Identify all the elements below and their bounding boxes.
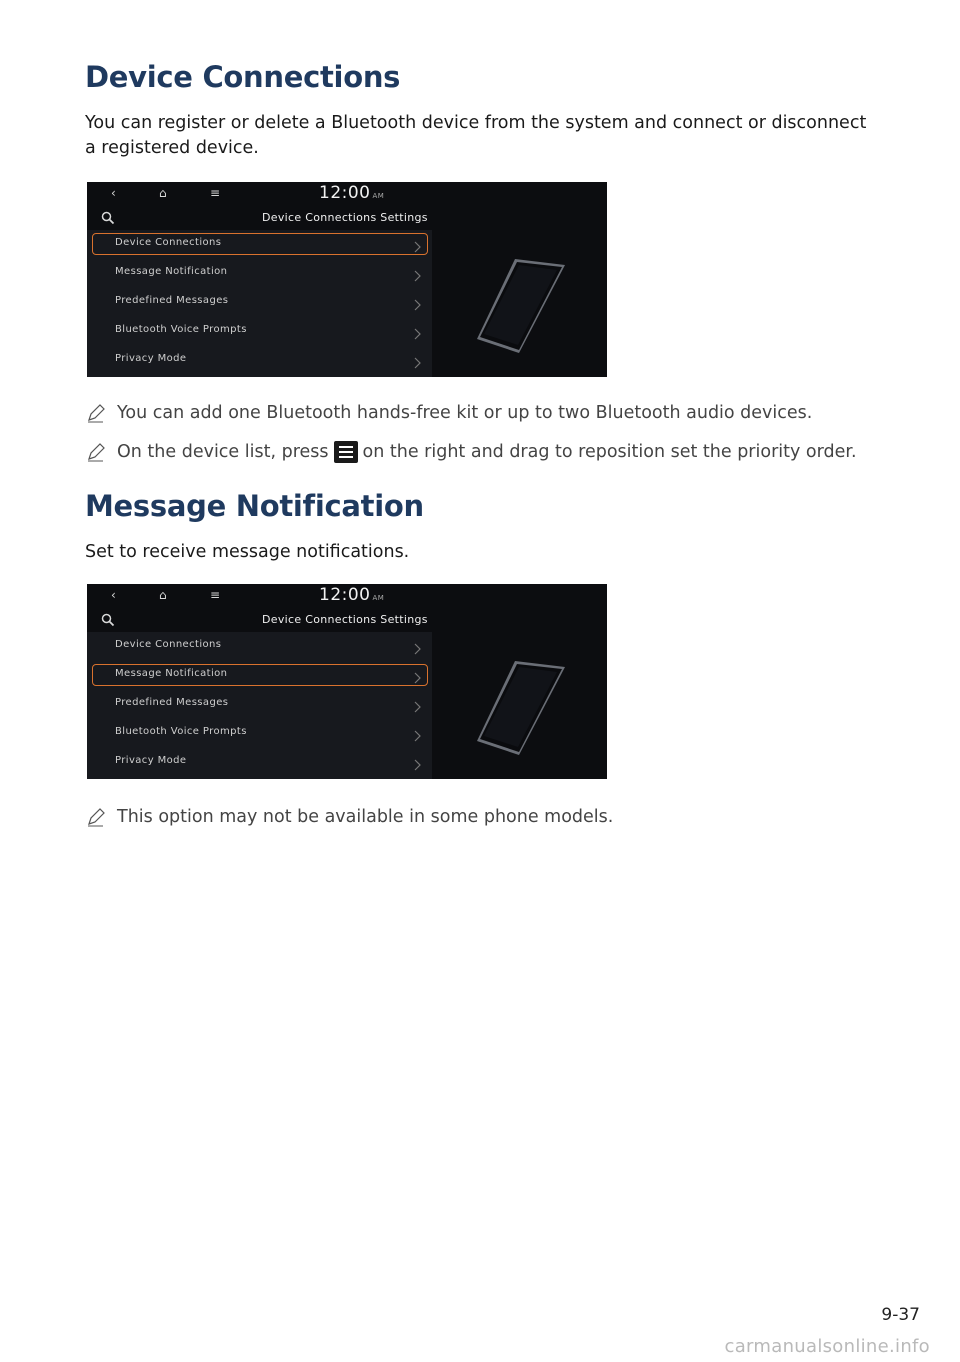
home-icon[interactable]: ⌂ — [159, 186, 167, 200]
chevron-right-icon — [414, 296, 421, 315]
back-icon[interactable]: ‹ — [111, 186, 116, 200]
screen-top-bar — [87, 182, 607, 208]
back-icon[interactable]: ‹ — [111, 588, 116, 602]
note-priority-order: On the device list, press on the right and drag to reposition set the priority order. — [85, 441, 885, 463]
pencil-icon — [85, 441, 107, 463]
chevron-right-icon — [414, 669, 421, 688]
watermark: carmanualsonline.info — [724, 1336, 930, 1357]
phone-illustration — [477, 257, 567, 361]
pencil-icon — [85, 402, 107, 424]
chevron-right-icon — [414, 238, 421, 257]
section-intro-device-connections: You can register or delete a Bluetooth device from the system and connect or disconnect a registered device. — [85, 113, 867, 158]
home-icon[interactable]: ⌂ — [159, 588, 167, 602]
screen-title: Device Connections Settings — [262, 613, 428, 626]
screenshot-device-connections — [87, 182, 607, 377]
menu-item-bluetooth-voice-prompts[interactable]: Bluetooth Voice Prompts — [92, 320, 428, 342]
clock: 12:00 AM — [319, 585, 385, 605]
menu-item-predefined-messages[interactable]: Predefined Messages — [92, 291, 428, 313]
reorder-handle-icon — [334, 441, 358, 463]
screen-title: Device Connections Settings — [262, 211, 428, 224]
menu-item-privacy-mode[interactable]: Privacy Mode — [92, 349, 428, 371]
chevron-right-icon — [414, 354, 421, 373]
screen-top-bar — [87, 584, 607, 610]
chevron-right-icon — [414, 698, 421, 717]
chevron-right-icon — [414, 640, 421, 659]
menu-item-predefined-messages[interactable]: Predefined Messages — [92, 693, 428, 715]
note-bluetooth-limit: You can add one Bluetooth hands-free kit or up to two Bluetooth audio devices. — [85, 402, 885, 424]
menu-item-bluetooth-voice-prompts[interactable]: Bluetooth Voice Prompts — [92, 722, 428, 744]
search-icon[interactable] — [101, 612, 115, 631]
section-intro-message-notification: Set to receive message notifications. — [85, 542, 410, 562]
menu-item-message-notification[interactable]: Message Notification — [92, 664, 428, 686]
search-icon[interactable] — [101, 210, 115, 229]
menu-item-message-notification[interactable]: Message Notification — [92, 262, 428, 284]
menu-item-privacy-mode[interactable]: Privacy Mode — [92, 751, 428, 773]
page-number: 9-37 — [881, 1305, 920, 1325]
menu-item-device-connections[interactable]: Device Connections — [92, 635, 428, 657]
chevron-right-icon — [414, 727, 421, 746]
chevron-right-icon — [414, 325, 421, 344]
pencil-icon — [85, 806, 107, 828]
clock: 12:00 AM — [319, 183, 385, 203]
chevron-right-icon — [414, 756, 421, 775]
chevron-right-icon — [414, 267, 421, 286]
note-phone-models: This option may not be available in some phone models. — [85, 806, 885, 828]
menu-item-device-connections[interactable]: Device Connections — [92, 233, 428, 255]
screenshot-message-notification — [87, 584, 607, 779]
menu-icon[interactable]: ≡ — [210, 588, 221, 602]
settings-list — [87, 230, 432, 377]
section-title-message-notification: Message Notification — [85, 489, 424, 523]
settings-list — [87, 632, 432, 779]
menu-icon[interactable]: ≡ — [210, 186, 221, 200]
phone-illustration — [477, 659, 567, 763]
section-title-device-connections: Device Connections — [85, 60, 401, 94]
